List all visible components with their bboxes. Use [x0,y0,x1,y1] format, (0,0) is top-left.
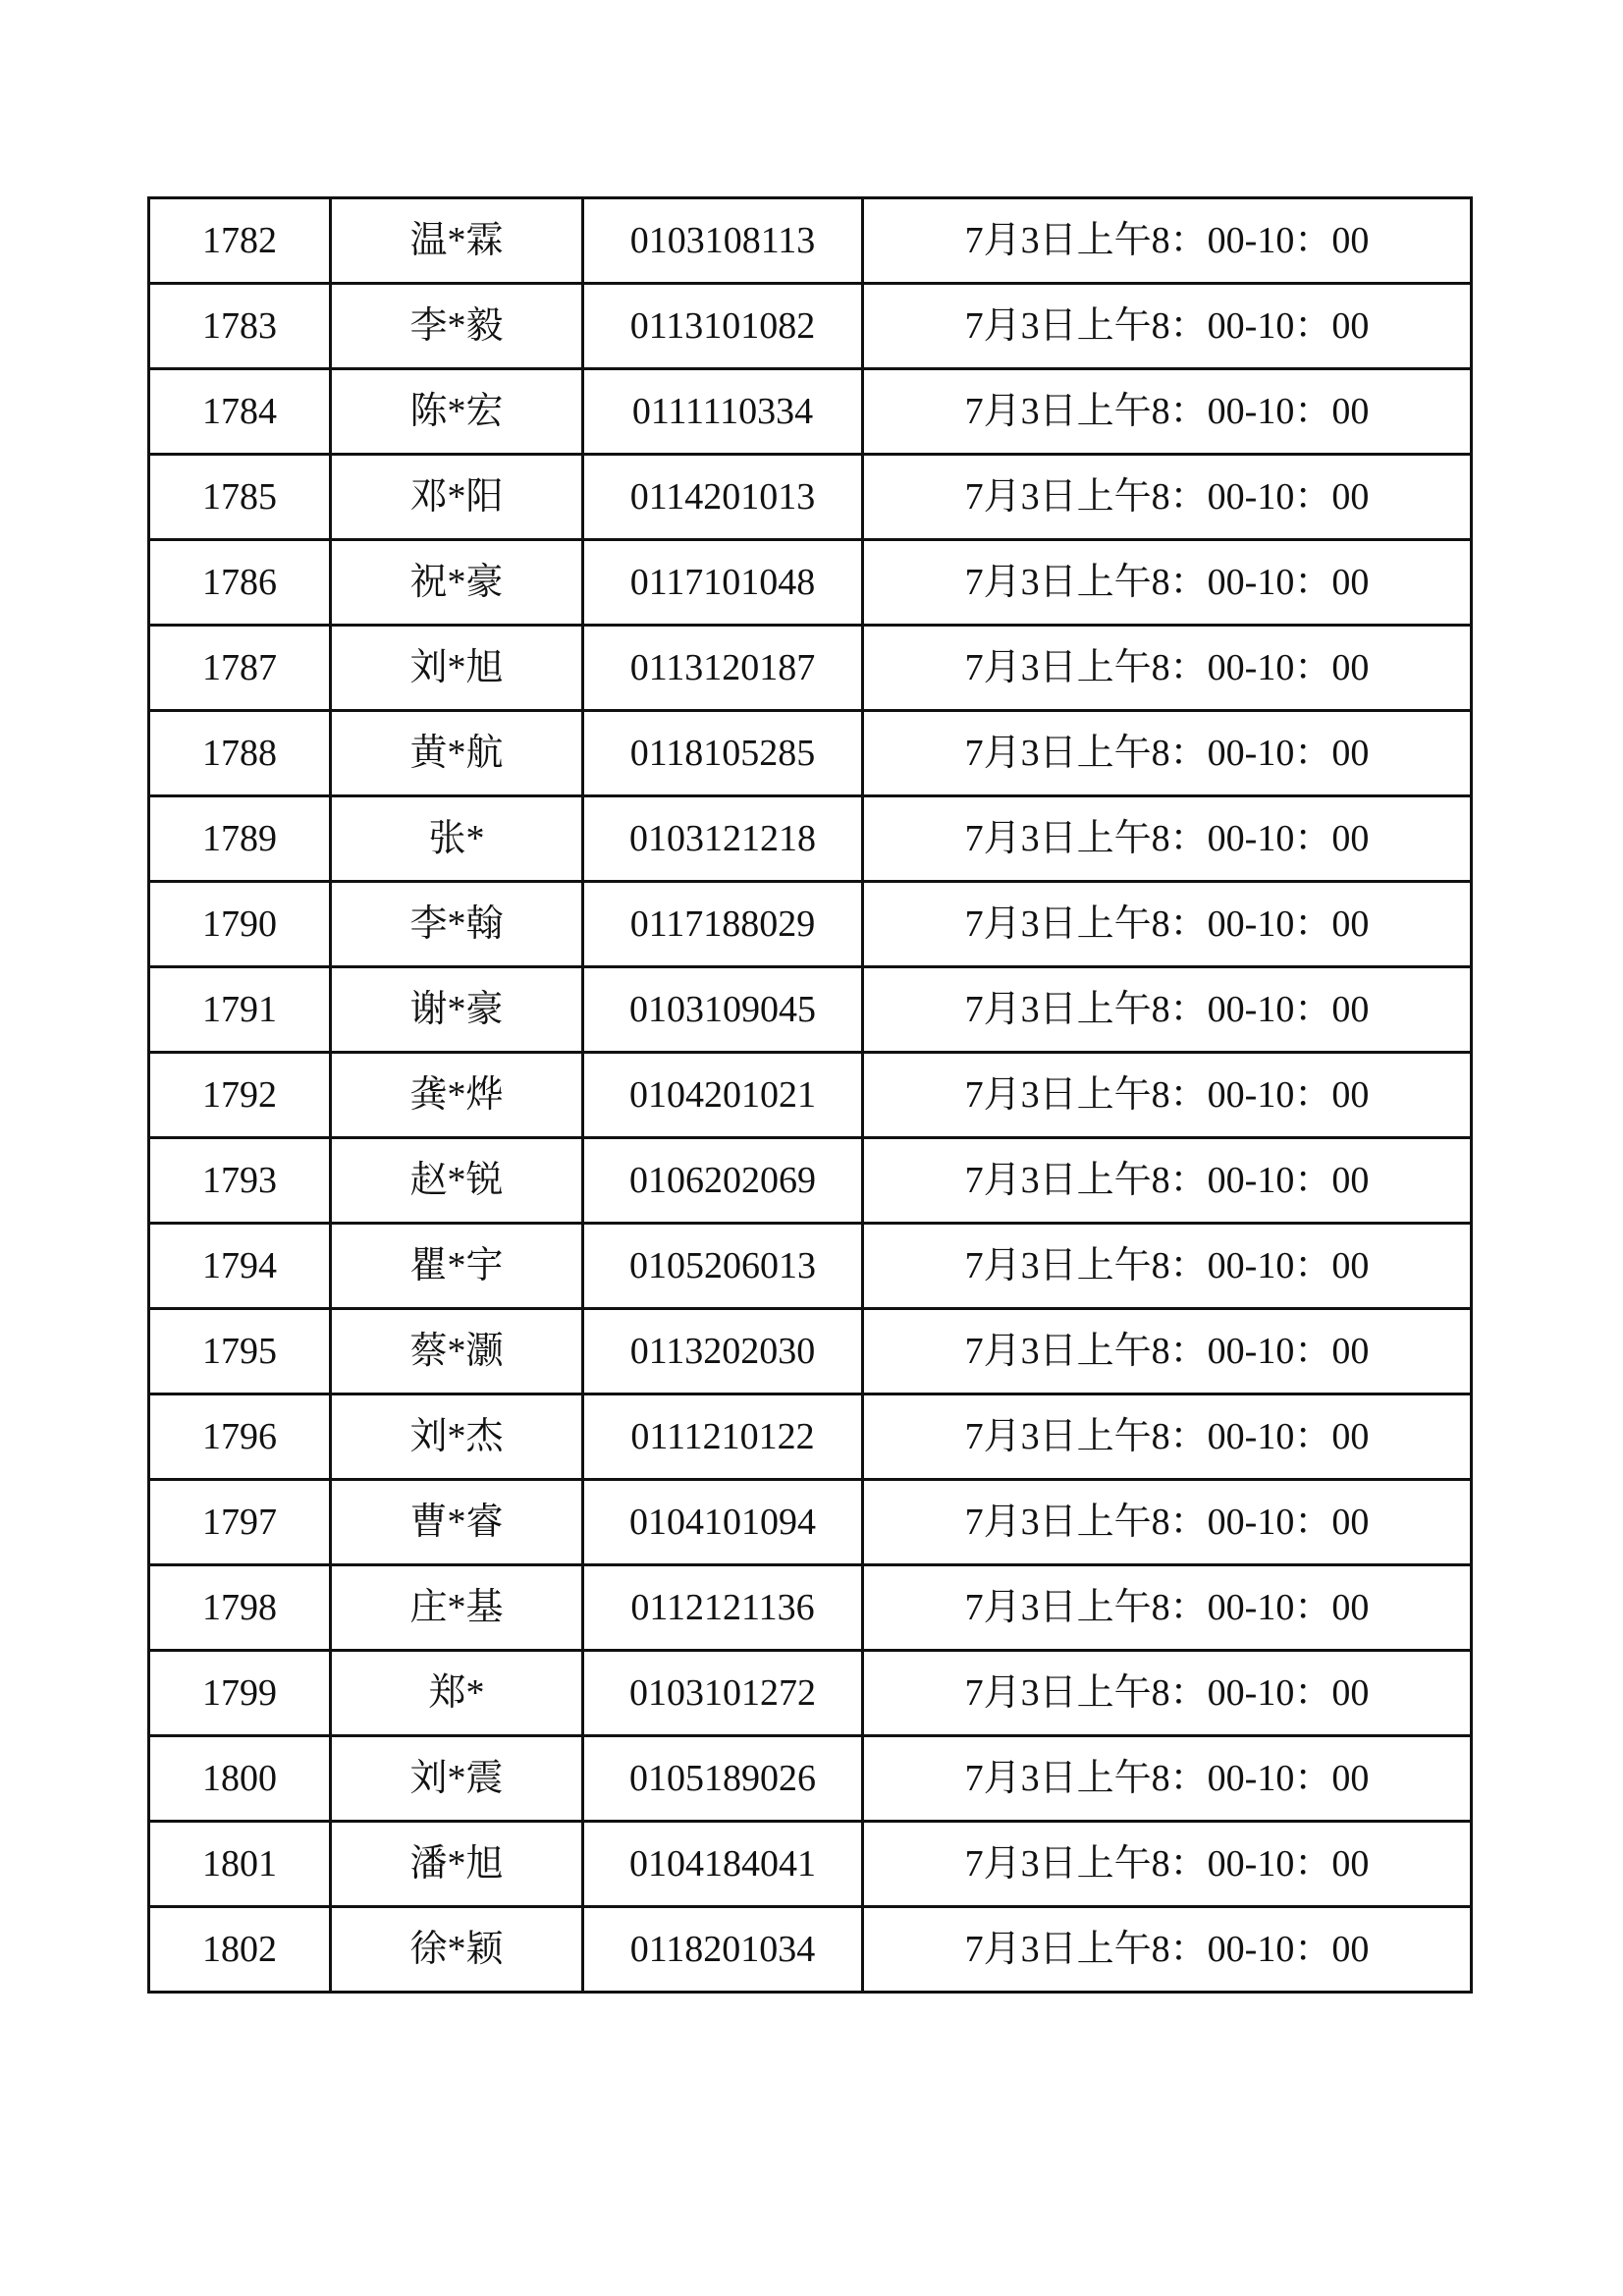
table-row [149,882,1472,967]
exam-time-cell: 7月3日上午8：00-10：00 [863,1053,1472,1138]
exam-time-cell: 7月3日上午8：00-10：00 [863,1736,1472,1822]
exam-time-cell: 7月3日上午8：00-10：00 [863,1907,1472,1993]
name-cell: 郑* [331,1651,583,1736]
id-number-cell: 0117188029 [583,882,863,967]
table-row [149,967,1472,1053]
exam-time-cell: 7月3日上午8：00-10：00 [863,1565,1472,1651]
table-row [149,1736,1472,1822]
row-number-cell: 1795 [149,1309,331,1394]
exam-time-cell: 7月3日上午8：00-10：00 [863,1138,1472,1224]
id-number-cell: 0104184041 [583,1822,863,1907]
table-row [149,1907,1472,1993]
row-number-cell: 1798 [149,1565,331,1651]
id-number-cell: 0105189026 [583,1736,863,1822]
id-number-cell: 0111210122 [583,1394,863,1480]
table-row [149,369,1472,455]
table-row [149,1053,1472,1138]
row-number-cell: 1796 [149,1394,331,1480]
exam-time-cell: 7月3日上午8：00-10：00 [863,369,1472,455]
name-cell: 刘*杰 [331,1394,583,1480]
id-number-cell: 0112121136 [583,1565,863,1651]
table-row [149,1651,1472,1736]
exam-time-cell: 7月3日上午8：00-10：00 [863,1822,1472,1907]
row-number-cell: 1791 [149,967,331,1053]
row-number-cell: 1784 [149,369,331,455]
name-cell: 温*霖 [331,198,583,284]
exam-time-cell: 7月3日上午8：00-10：00 [863,455,1472,540]
exam-time-cell: 7月3日上午8：00-10：00 [863,711,1472,796]
id-number-cell: 0105206013 [583,1224,863,1309]
id-number-cell: 0113120187 [583,626,863,711]
table-row [149,540,1472,626]
exam-time-cell: 7月3日上午8：00-10：00 [863,1480,1472,1565]
roster-table [147,196,1473,1994]
name-cell: 徐*颖 [331,1907,583,1993]
name-cell: 张* [331,796,583,882]
exam-time-cell: 7月3日上午8：00-10：00 [863,1224,1472,1309]
table-row [149,1565,1472,1651]
id-number-cell: 0103101272 [583,1651,863,1736]
id-number-cell: 0118105285 [583,711,863,796]
table-row [149,1309,1472,1394]
name-cell: 黄*航 [331,711,583,796]
row-number-cell: 1800 [149,1736,331,1822]
id-number-cell: 0103121218 [583,796,863,882]
table-row [149,1394,1472,1480]
table-row [149,1822,1472,1907]
row-number-cell: 1785 [149,455,331,540]
id-number-cell: 0103108113 [583,198,863,284]
exam-time-cell: 7月3日上午8：00-10：00 [863,626,1472,711]
row-number-cell: 1793 [149,1138,331,1224]
exam-time-cell: 7月3日上午8：00-10：00 [863,1651,1472,1736]
exam-time-cell: 7月3日上午8：00-10：00 [863,1394,1472,1480]
table-row [149,455,1472,540]
row-number-cell: 1792 [149,1053,331,1138]
row-number-cell: 1786 [149,540,331,626]
row-number-cell: 1782 [149,198,331,284]
name-cell: 赵*锐 [331,1138,583,1224]
id-number-cell: 0114201013 [583,455,863,540]
name-cell: 瞿*宇 [331,1224,583,1309]
exam-time-cell: 7月3日上午8：00-10：00 [863,967,1472,1053]
exam-time-cell: 7月3日上午8：00-10：00 [863,796,1472,882]
row-number-cell: 1783 [149,284,331,369]
row-number-cell: 1802 [149,1907,331,1993]
id-number-cell: 0117101048 [583,540,863,626]
roster-table-body [149,198,1472,1993]
row-number-cell: 1794 [149,1224,331,1309]
name-cell: 祝*豪 [331,540,583,626]
exam-time-cell: 7月3日上午8：00-10：00 [863,882,1472,967]
row-number-cell: 1790 [149,882,331,967]
table-row [149,711,1472,796]
name-cell: 蔡*灏 [331,1309,583,1394]
row-number-cell: 1797 [149,1480,331,1565]
name-cell: 陈*宏 [331,369,583,455]
name-cell: 潘*旭 [331,1822,583,1907]
name-cell: 曹*睿 [331,1480,583,1565]
exam-time-cell: 7月3日上午8：00-10：00 [863,1309,1472,1394]
id-number-cell: 0111110334 [583,369,863,455]
table-row [149,198,1472,284]
table-row [149,1480,1472,1565]
row-number-cell: 1788 [149,711,331,796]
table-row [149,1138,1472,1224]
id-number-cell: 0106202069 [583,1138,863,1224]
name-cell: 李*毅 [331,284,583,369]
name-cell: 龚*烨 [331,1053,583,1138]
exam-time-cell: 7月3日上午8：00-10：00 [863,284,1472,369]
id-number-cell: 0113202030 [583,1309,863,1394]
row-number-cell: 1799 [149,1651,331,1736]
id-number-cell: 0113101082 [583,284,863,369]
row-number-cell: 1789 [149,796,331,882]
row-number-cell: 1787 [149,626,331,711]
table-row [149,284,1472,369]
name-cell: 庄*基 [331,1565,583,1651]
id-number-cell: 0103109045 [583,967,863,1053]
name-cell: 谢*豪 [331,967,583,1053]
name-cell: 刘*震 [331,1736,583,1822]
id-number-cell: 0104201021 [583,1053,863,1138]
table-row [149,1224,1472,1309]
table-row [149,796,1472,882]
name-cell: 刘*旭 [331,626,583,711]
exam-time-cell: 7月3日上午8：00-10：00 [863,198,1472,284]
id-number-cell: 0118201034 [583,1907,863,1993]
name-cell: 李*翰 [331,882,583,967]
row-number-cell: 1801 [149,1822,331,1907]
exam-time-cell: 7月3日上午8：00-10：00 [863,540,1472,626]
table-row [149,626,1472,711]
name-cell: 邓*阳 [331,455,583,540]
id-number-cell: 0104101094 [583,1480,863,1565]
